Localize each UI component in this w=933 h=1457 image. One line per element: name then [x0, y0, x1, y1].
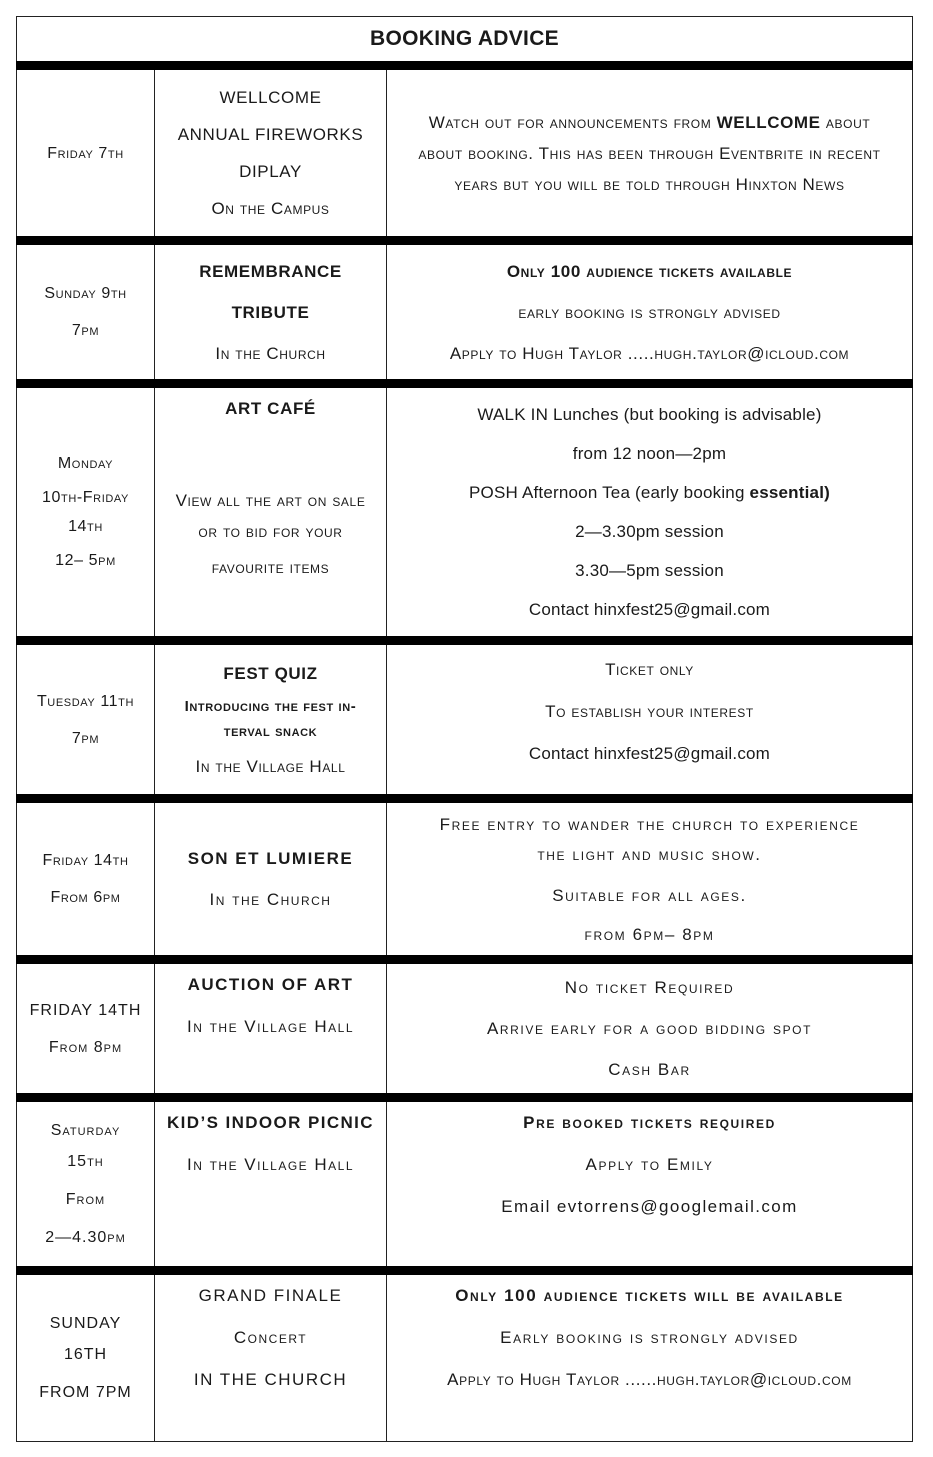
date-cell — [17, 645, 155, 794]
advice-text: WALK IN Lunches (but booking is advisable) — [477, 405, 822, 424]
time-text: From 8pm — [48, 1038, 123, 1056]
event-name: AUCTION OF ART — [187, 975, 354, 994]
event-venue: In the Village Hall — [186, 1155, 355, 1174]
time-text: 12– 5pm — [55, 552, 116, 569]
advice-contact: Email evtorrens@googlemail.com — [501, 1197, 798, 1216]
date-text: Friday 14th — [42, 852, 129, 869]
event-name: SON ET LUMIERE — [187, 849, 354, 868]
advice-text: No ticket Required — [564, 978, 735, 997]
event-venue: In the Church — [209, 890, 332, 909]
event-venue: In the Village Hall — [195, 756, 346, 776]
advice-text: Suitable for all ages. — [552, 885, 747, 905]
table-row — [17, 1102, 912, 1266]
time-text: From — [65, 1191, 106, 1208]
date-text: 10th-Friday — [42, 489, 129, 506]
advice-text: To establish your interest — [545, 702, 754, 721]
advice-text: from 12 noon—2pm — [572, 444, 727, 463]
event-cell — [155, 70, 387, 236]
date-cell — [17, 388, 155, 636]
advice-text: Early booking is strongly advised — [500, 1328, 799, 1347]
advice-cell — [387, 1102, 912, 1266]
row-divider — [16, 636, 913, 645]
advice-cell — [387, 645, 912, 794]
event-description: terval snack — [223, 722, 318, 740]
row-divider — [16, 1266, 913, 1275]
date-text: Friday 7th — [47, 144, 124, 162]
event-cell — [155, 964, 387, 1093]
event-name: DIPLAY — [239, 162, 302, 181]
advice-cell — [387, 964, 912, 1093]
event-name: WELLCOME — [219, 88, 322, 107]
date-text: FRIDAY 14TH — [29, 1001, 142, 1019]
time-text: from 6pm– 8pm — [584, 924, 715, 944]
event-name: ART CAFÉ — [225, 399, 316, 418]
date-text: 16TH — [63, 1346, 108, 1363]
advice-emphasis: essential) — [749, 483, 830, 502]
table-row — [17, 388, 912, 636]
event-name: TRIBUTE — [231, 302, 310, 322]
advice-text: Ticket only — [605, 660, 694, 679]
row-divider — [16, 379, 913, 388]
table-row — [17, 803, 912, 955]
event-name: ANNUAL FIREWORKS — [177, 125, 364, 144]
event-cell — [155, 1275, 387, 1441]
row-divider — [16, 1093, 913, 1102]
event-cell — [155, 245, 387, 379]
event-name: KID’S INDOOR PICNIC — [166, 1113, 374, 1132]
advice-emphasis: WELLCOME — [716, 112, 821, 132]
event-venue: IN THE CHURCH — [193, 1370, 348, 1389]
date-cell — [17, 964, 155, 1093]
event-name: Concert — [233, 1328, 308, 1347]
table-row — [17, 1275, 912, 1441]
advice-contact: Apply to Hugh Taylor .....hugh.taylor@icloud.com — [449, 343, 850, 363]
advice-text: POSH Afternoon Tea (early booking — [469, 483, 750, 502]
event-cell — [155, 1102, 387, 1266]
event-description: favourite items — [211, 558, 330, 577]
date-text: Monday — [57, 455, 114, 472]
event-cell — [155, 803, 387, 955]
advice-cell: Watch out for announcements from WELLCOME about about booking. This has been through Eventbrite in recent years but you will be told through Hinxton News — [418, 112, 881, 194]
date-text: Sunday 9th — [44, 285, 127, 302]
event-venue: On the Campus — [211, 199, 330, 218]
table-row — [17, 245, 912, 379]
session-time: 2—3.30pm session — [575, 522, 724, 541]
event-name: REMEMBRANCE — [199, 261, 342, 281]
advice-text: the light and music show. — [537, 844, 762, 864]
date-cell — [17, 803, 155, 955]
event-cell — [155, 388, 387, 636]
event-cell — [155, 645, 387, 794]
event-description: or to bid for your — [198, 522, 343, 541]
time-text: From 6pm — [50, 889, 121, 906]
time-text: FROM 7PM — [39, 1384, 132, 1401]
session-time: 3.30—5pm session — [575, 561, 724, 580]
date-cell — [17, 70, 155, 236]
booking-advice-table — [16, 16, 913, 1442]
advice-text: years but you will be told through Hinxton News — [454, 174, 845, 194]
advice-text: about booking. This has been through Eventbrite in recent — [418, 143, 881, 163]
time-text: 2—4.30pm — [45, 1229, 126, 1246]
date-text: Tuesday 11th — [36, 692, 135, 710]
event-venue: In the Village Hall — [186, 1017, 355, 1036]
row-divider — [16, 61, 913, 70]
time-text: 7pm — [71, 729, 100, 747]
date-text: 14th — [68, 518, 103, 535]
advice-text: early booking is strongly advised — [518, 302, 781, 322]
date-cell — [17, 245, 155, 379]
date-cell — [17, 1275, 155, 1441]
table-row — [17, 645, 912, 794]
event-description: Introducing the fest in- — [184, 697, 357, 715]
date-cell — [17, 1102, 155, 1266]
row-divider — [16, 794, 913, 803]
event-name: FEST QUIZ — [223, 663, 318, 683]
date-text: 15th — [67, 1153, 104, 1170]
advice-cell — [387, 1275, 912, 1441]
advice-cell — [387, 803, 912, 955]
table-row — [17, 964, 912, 1093]
advice-text: Free entry to wander the church to experience — [439, 814, 860, 834]
advice-contact: Contact hinxfest25@gmail.com — [528, 600, 771, 619]
advice-text: Only 100 audience tickets available — [506, 261, 793, 281]
advice-text: Cash Bar — [608, 1060, 691, 1079]
time-text: 7pm — [71, 322, 100, 339]
table-title: BOOKING ADVICE — [370, 27, 559, 50]
date-text: Saturday — [50, 1122, 121, 1139]
event-name: GRAND FINALE — [198, 1286, 343, 1305]
advice-text: Apply to Emily — [585, 1155, 714, 1174]
event-venue: In the Church — [215, 343, 326, 363]
advice-text: Pre booked tickets required — [523, 1113, 776, 1132]
advice-contact: Contact hinxfest25@gmail.com — [528, 744, 771, 763]
advice-cell — [387, 388, 912, 636]
advice-cell — [387, 245, 912, 379]
advice-contact: Apply to Hugh Taylor ......hugh.taylor@icloud.com — [447, 1370, 852, 1389]
row-divider — [16, 236, 913, 245]
date-text: SUNDAY — [49, 1315, 122, 1332]
event-description: View all the art on sale — [175, 491, 366, 510]
advice-text: Only 100 audience tickets will be available — [455, 1286, 844, 1305]
table-row — [17, 70, 912, 236]
row-divider — [16, 955, 913, 964]
advice-text: Arrive early for a good bidding spot — [486, 1019, 813, 1038]
advice-text: Watch out for announcements from — [428, 112, 712, 132]
